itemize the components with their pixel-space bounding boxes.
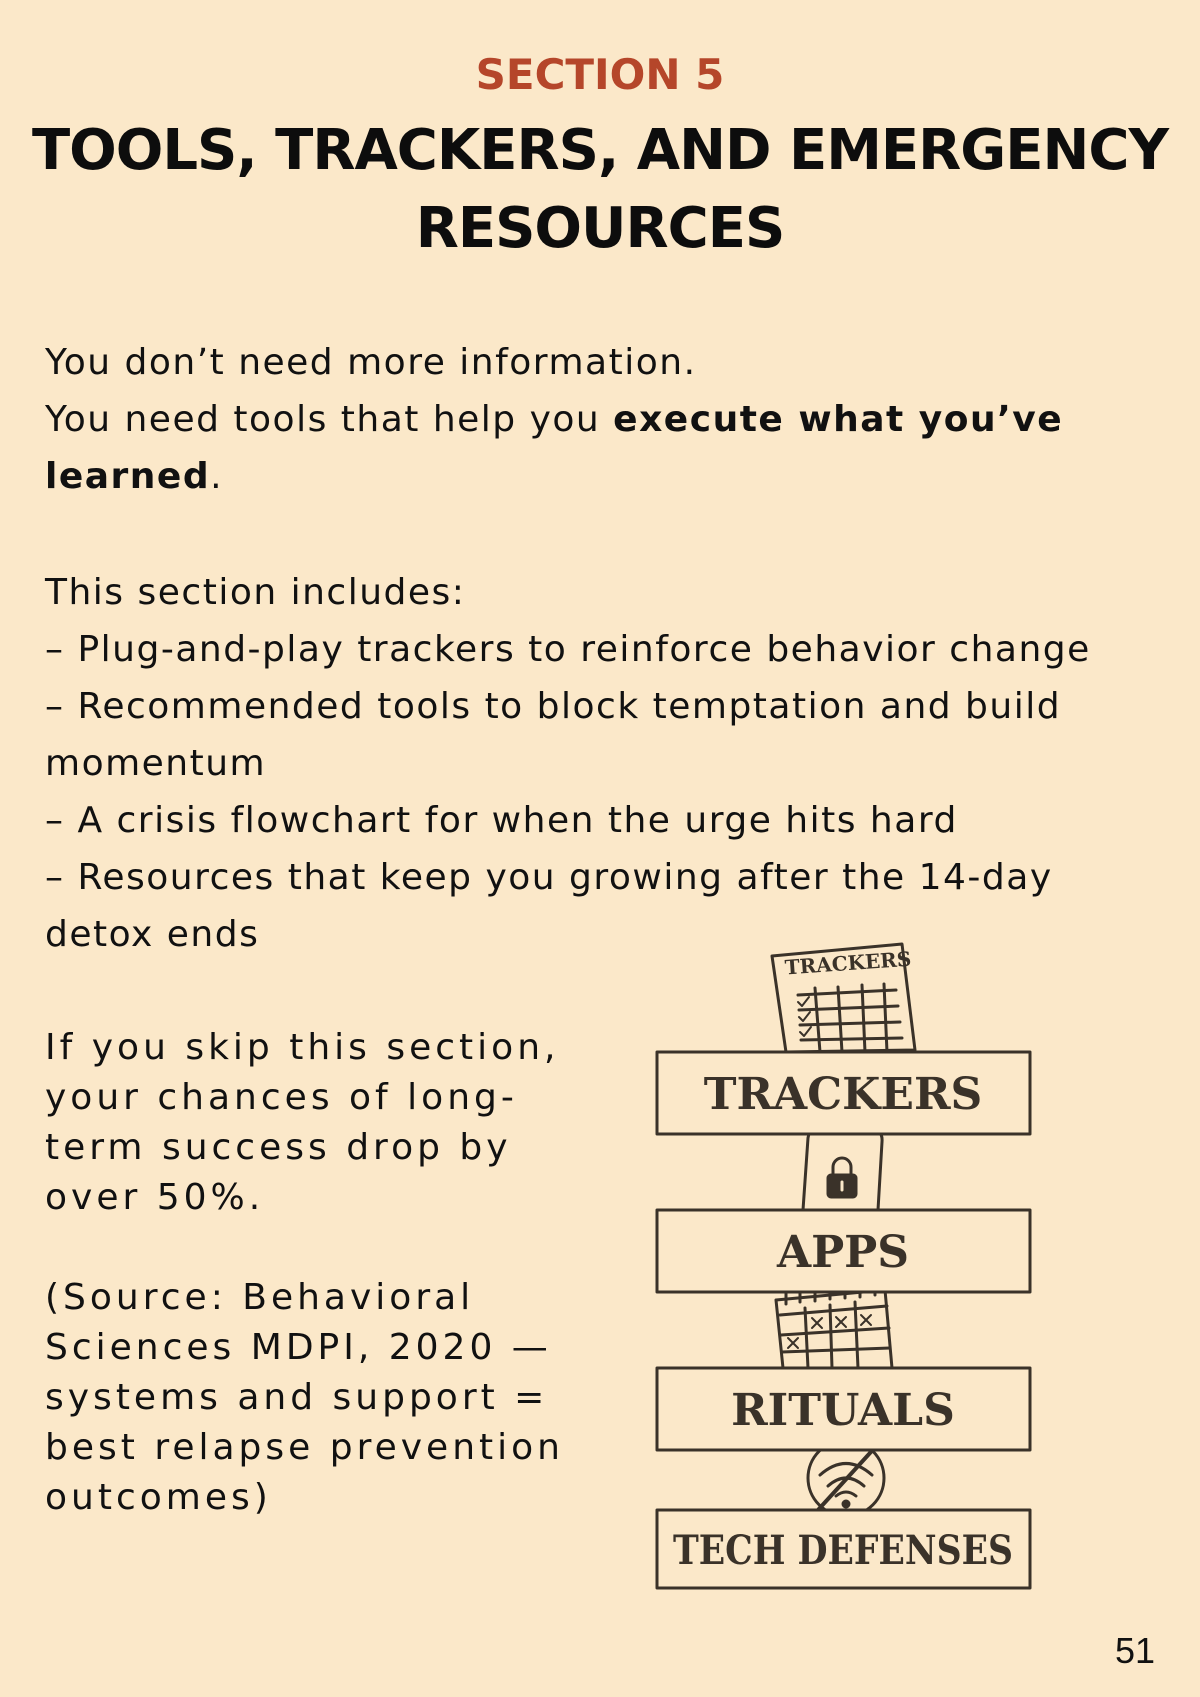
page-title <box>0 112 1200 268</box>
intro-emphasis: execute what you’ve learned <box>45 399 1064 497</box>
title-line-1: TOOLS, TRACKERS, AND EMERGENCY <box>31 118 1169 183</box>
tools-stack-illustration <box>640 930 1060 1590</box>
stack-label-rituals: RITUALS <box>731 1385 955 1436</box>
sheet-label: TRACKERS <box>784 946 913 980</box>
includes-heading: This section includes: <box>45 572 466 613</box>
list-item: – Resources that keep you growing after the 14-day detox ends <box>45 857 1053 955</box>
page-number: 51 <box>1114 1630 1155 1671</box>
stack-label-trackers: TRACKERS <box>703 1069 983 1120</box>
list-item: – A crisis flowchart for when the urge hits hard <box>45 800 958 841</box>
section-label: SECTION 5 <box>475 50 725 99</box>
stack-label-apps: APPS <box>776 1227 910 1278</box>
stack-svg <box>640 930 1060 1590</box>
source-citation: (Source: Behavioral Sciences MDPI, 2020 — systems and support = best relapse prevention outcomes) <box>45 1277 564 1518</box>
intro-paragraph <box>45 334 1145 505</box>
title-line-2: RESOURCES <box>415 196 785 261</box>
list-item: – Recommended tools to block temptation and build momentum <box>45 686 1062 784</box>
warning-paragraph: If you skip this section, your chances of long-term success drop by over 50%. <box>45 1027 560 1218</box>
intro-line-2-suffix: . <box>210 456 224 497</box>
includes-list <box>45 564 1165 963</box>
stack-label-tech-defenses: TECH DEFENSES <box>673 1527 1013 1574</box>
list-item: – Plug-and-play trackers to reinforce behavior change <box>45 629 1091 670</box>
phone-lock-icon <box>803 1127 882 1210</box>
intro-line-1: You don’t need more information. <box>45 342 697 383</box>
calendar-icon <box>776 1283 892 1368</box>
intro-line-2-prefix: You need tools that help you <box>45 399 614 440</box>
